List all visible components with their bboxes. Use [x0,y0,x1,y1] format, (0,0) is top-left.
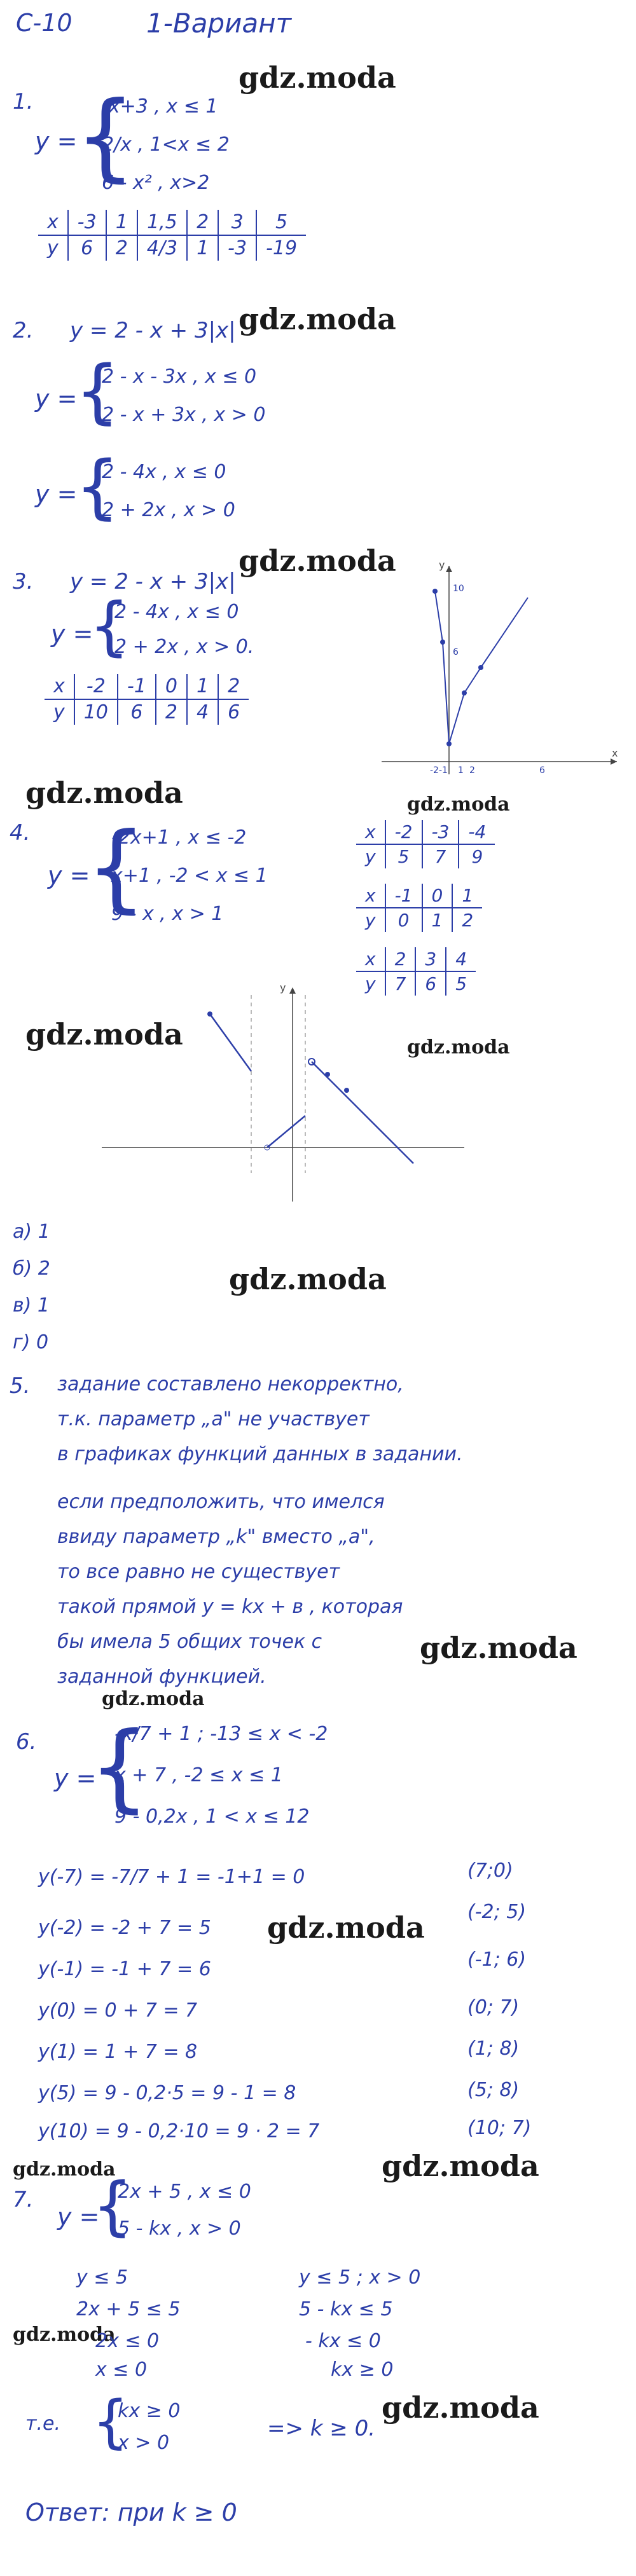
table-cell: y [365,846,376,867]
case-line: 2 + 2x , x > 0. [114,636,254,658]
case-line: 2 - x + 3x , x > 0 [102,404,266,426]
solution-line: y ≤ 5 ; x > 0 [299,2266,421,2289]
function-label: y = [35,385,78,413]
case-line: x + 7 , -2 ≤ x ≤ 1 [114,1764,283,1786]
calc-line: y(0) = 0 + 7 = 7 [38,1999,198,2022]
graph-point [325,1072,330,1077]
equation: y = 2 - x + 3|x| [70,569,236,594]
table-cell: -3 [218,235,256,261]
solution-line: kx ≥ 0 [331,2359,394,2381]
watermark: gdz.moda [13,2158,116,2181]
point: (-1; 6) [467,1949,527,1971]
axis-label: y [280,982,286,994]
watermark: gdz.moda [382,2149,539,2183]
implication: => k ≥ 0. [267,2416,376,2441]
task-number: 1. [13,89,34,114]
graph-point [344,1088,349,1093]
table-cell: 0 [385,908,422,932]
table-cell: 3 [415,947,446,971]
table-cell: 7 [422,844,459,868]
x-axis-arrow [611,758,617,765]
tick-label: 6 [453,647,459,657]
watermark: gdz.moda [238,302,396,336]
graph-point [446,741,452,746]
graph-task4 [95,982,490,1205]
system-brace: { [75,446,120,527]
watermark: gdz.moda [229,1262,387,1296]
system-brace: { [75,350,120,432]
table-cell: 1 [452,884,482,908]
system-brace: { [89,1712,150,1823]
function-label: y = [35,127,78,155]
solution-line: y ≤ 5 [76,2266,128,2289]
graph-point [207,1011,212,1017]
header-variant: 1-Вариант [146,8,292,39]
task-number: 2. [13,318,34,343]
final-answer: Ответ: при k ≥ 0 [25,2498,237,2526]
table-cell: -2 [385,820,422,844]
watermark: gdz.moda [420,1631,577,1665]
table-cell: 5 [385,844,422,868]
answer-item: б) 2 [13,1257,50,1280]
task-number: 4. [10,820,31,846]
table-cell: -1 [118,674,156,699]
function-label: y = [51,620,93,648]
te-label: т.е. [25,2413,61,2435]
task-number: 6. [16,1729,37,1755]
watermark: gdz.moda [13,2324,116,2346]
calc-line: y(10) = 9 - 0,2·10 = 9 · 2 = 7 [38,2120,320,2142]
table-cell: -2 [74,674,118,699]
table-cell: y [53,701,65,723]
tick-label: 10 [453,584,464,594]
table-cell: -4 [459,820,495,844]
function-label: y = [48,861,90,889]
graph-task3 [369,559,623,776]
table-cell: x [365,885,376,906]
table-cell: -3 [422,820,459,844]
value-table [45,674,249,725]
watermark: gdz.moda [407,793,510,816]
table-cell: 2 [106,235,137,261]
text-line: задание составлено некорректно, [57,1373,404,1395]
case-line: 5 - kx , x > 0 [118,2217,241,2240]
solution-line: 2x + 5 ≤ 5 [76,2298,181,2320]
watermark: gdz.moda [102,1688,205,1710]
text-line: такой прямой y = kx + в , которая [57,1596,403,1618]
case-line: 6 - x² , x>2 [102,172,210,194]
calc-line: y(1) = 1 + 7 = 8 [38,2041,198,2063]
text-line: бы имела 5 общих точек с [57,1631,322,1653]
table-cell: 3 [218,210,256,235]
system-brace: { [75,81,136,192]
table-cell: x [53,675,65,697]
case-line: 2 - 4x , x ≤ 0 [102,461,226,483]
solution-line: x ≤ 0 [95,2359,148,2381]
table-cell: 4/3 [137,235,187,261]
graph-point [478,665,483,670]
system-brace: { [89,589,130,663]
function-line [312,1062,413,1163]
watermark: gdz.moda [238,544,396,578]
table-cell: 4 [187,699,218,725]
calc-line: y(-7) = -7/7 + 1 = -1+1 = 0 [38,1866,305,1888]
case-line: 9 - 0,2x , 1 < x ≤ 12 [114,1805,310,1828]
table-cell: 1 [187,235,218,261]
table-cell: 2 [156,699,187,725]
tick-label: 6 [539,765,545,776]
table-cell: 6 [68,235,106,261]
tick-label: -1 [439,765,448,776]
table-cell: 5 [446,971,476,996]
watermark: gdz.moda [25,776,183,810]
case-line: -2x+1 , x ≤ -2 [111,826,247,849]
case-line: 2 + 2x , x > 0 [102,499,235,521]
case-line: 2 - x - 3x , x ≤ 0 [102,366,257,388]
watermark: gdz.moda [382,2390,539,2425]
table-cell: 7 [385,971,416,996]
text-line: то все равно не существует [57,1561,340,1583]
watermark: gdz.moda [267,1910,425,1945]
case-line: -x/7 + 1 ; -13 ≤ x < -2 [114,1723,328,1745]
point: (1; 8) [467,2038,520,2060]
table-cell: -19 [256,235,306,261]
point: (-2; 5) [467,1901,527,1923]
case-line: -x+3 , x ≤ 1 [102,95,218,118]
equation: y = 2 - x + 3|x| [70,318,236,343]
table-cell: -3 [68,210,106,235]
table-cell: 10 [74,699,118,725]
table-cell: 5 [256,210,306,235]
task-number: 5. [10,1373,31,1399]
case-line: 9 - x , x > 1 [111,903,224,925]
system-brace: { [92,2168,133,2243]
function-label: y = [57,2203,100,2231]
tick-label: 2 [469,765,475,776]
axis-label: y [439,559,445,571]
watermark: gdz.moda [407,1036,510,1058]
table-cell: 4 [446,947,476,971]
axis-label: x [612,747,618,759]
function-line [210,1014,251,1071]
task-number: 7. [13,2187,34,2212]
case-line: 2 - 4x , x ≤ 0 [114,601,239,623]
answer-item: а) 1 [13,1221,50,1243]
point: (10; 7) [467,2117,532,2139]
answer-item: в) 1 [13,1294,50,1317]
solution-line: - kx ≤ 0 [305,2330,381,2352]
text-line: если предположить, что имелся [57,1491,385,1513]
text-line: т.к. параметр „а" не участвует [57,1408,370,1430]
tick-label: -2 [430,765,439,776]
system-line: x > 0 [118,2432,170,2454]
calc-line: y(-1) = -1 + 7 = 6 [38,1958,211,1980]
table-cell: 1 [187,674,218,699]
watermark: gdz.moda [238,60,396,95]
system-brace: { [86,812,147,923]
calc-line: y(5) = 9 - 0,2·5 = 9 - 1 = 8 [38,2082,296,2104]
value-table [356,884,482,932]
table-cell: 2 [187,210,218,235]
answer-item: г) 0 [13,1331,49,1353]
text-line: заданной функцией. [57,1666,266,1688]
function-label: y = [35,480,78,508]
function-line [267,1116,305,1148]
solution-line: 5 - kx ≤ 5 [299,2298,393,2320]
calc-line: y(-2) = -2 + 7 = 5 [38,1917,211,1939]
system-brace: { [92,2388,129,2455]
point: (5; 8) [467,2079,520,2101]
table-cell: 1 [422,908,453,932]
text-line: ввиду параметр „k" вместо „а", [57,1526,375,1548]
function-label: y = [54,1764,97,1792]
tick-label: 1 [458,765,464,776]
table-cell: 0 [156,674,187,699]
table-cell: 2 [452,908,482,932]
table-cell: 6 [118,699,156,725]
solution-line: 2x ≤ 0 [95,2330,160,2352]
graph-point [432,589,438,594]
point: (0; 7) [467,1996,520,2018]
table-cell: 6 [218,699,249,725]
table-cell: y [47,237,59,259]
header-code: С-10 [16,9,73,37]
y-axis-arrow [289,987,296,994]
table-cell: -1 [385,884,422,908]
table-cell: 2 [218,674,249,699]
table-cell: x [365,821,376,842]
table-cell: x [365,949,376,969]
case-line: x+1 , -2 < x ≤ 1 [111,865,268,887]
table-cell: y [365,973,376,994]
text-line: в графиках функций данных в задании. [57,1443,463,1465]
y-axis-arrow [446,566,452,572]
value-table [38,210,306,261]
graph-point [440,640,445,645]
table-cell: 6 [415,971,446,996]
case-line: 2/x , 1<x ≤ 2 [102,134,230,156]
table-cell: y [365,910,376,931]
system-line: kx ≥ 0 [118,2400,181,2422]
watermark: gdz.moda [25,1017,183,1052]
table-cell: 1 [106,210,137,235]
table-cell: 0 [422,884,453,908]
table-cell: 2 [385,947,416,971]
table-cell: 1,5 [137,210,187,235]
value-table [356,820,495,868]
table-cell: x [47,211,59,233]
task-number: 3. [13,569,34,594]
case-line: 2x + 5 , x ≤ 0 [118,2181,251,2203]
graph-point [462,690,467,695]
table-cell: 9 [459,844,495,868]
point: (7;0) [467,1860,513,1882]
